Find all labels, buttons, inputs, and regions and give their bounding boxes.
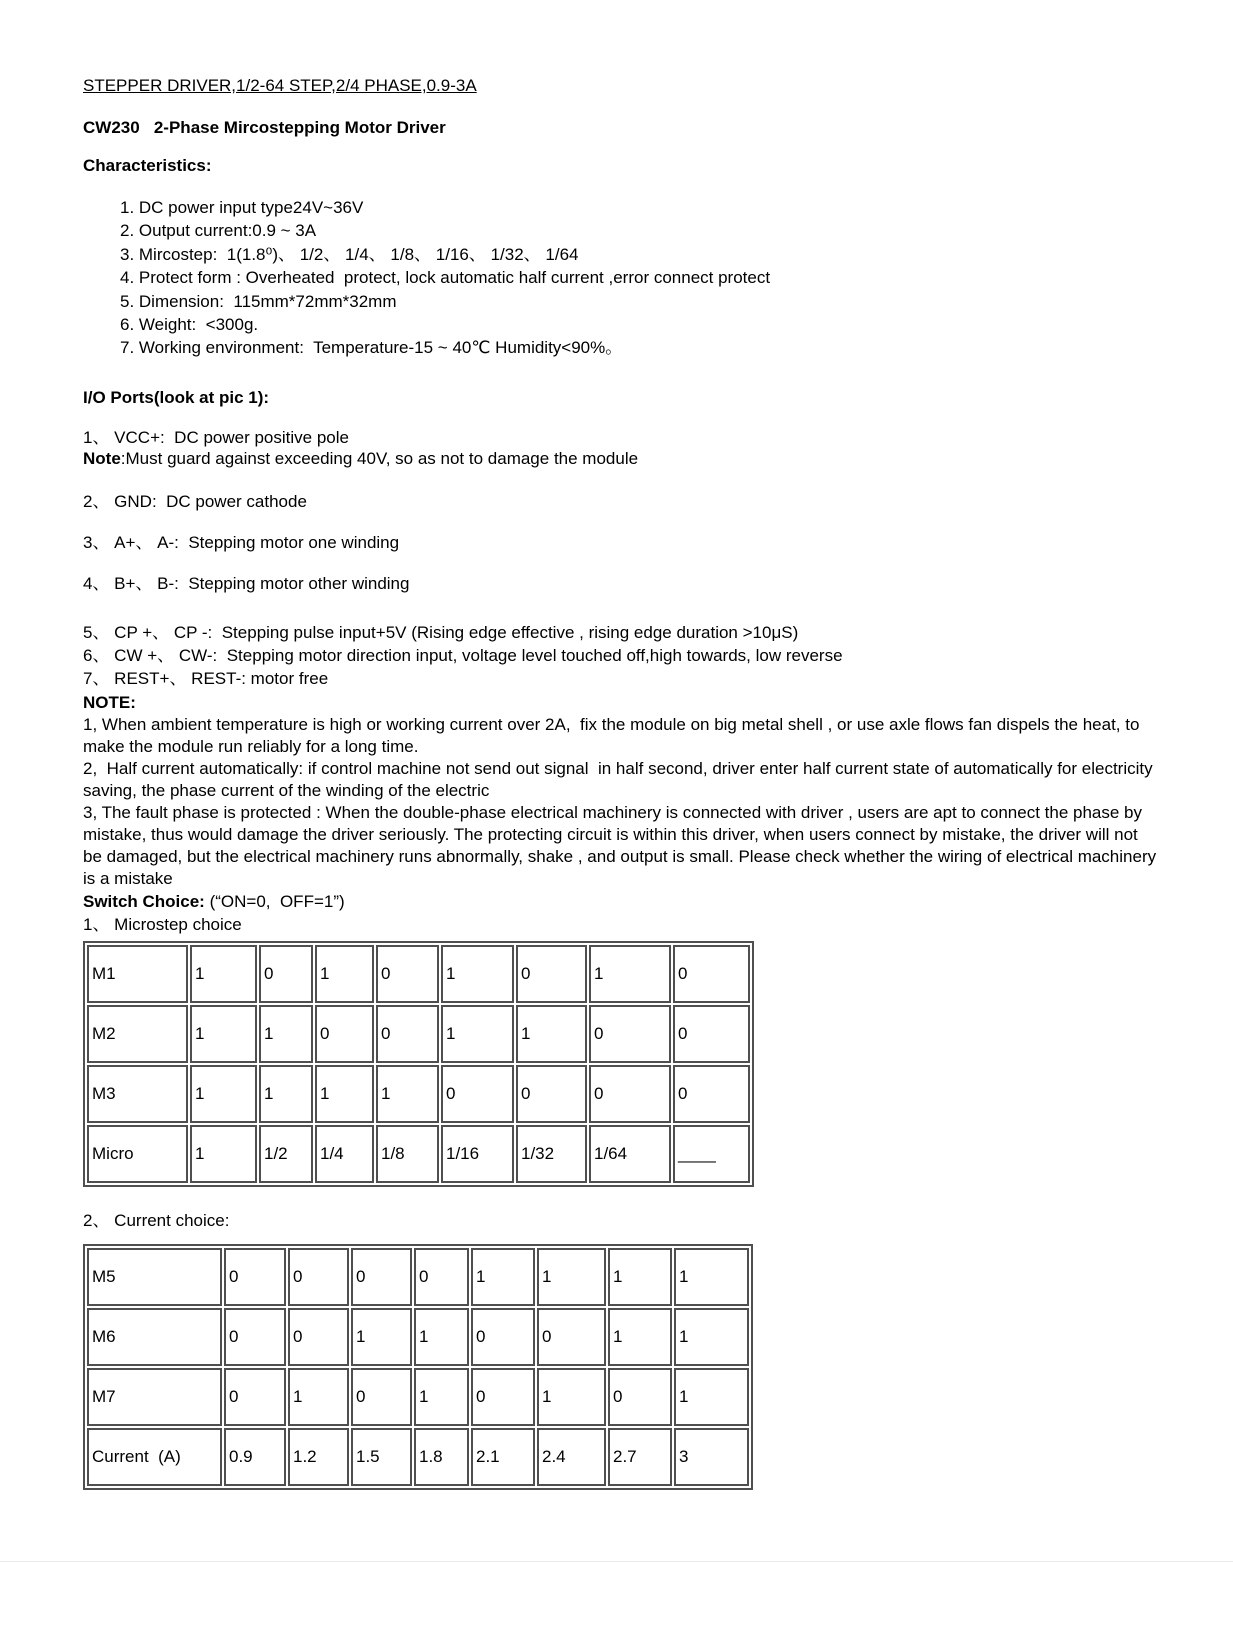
value-cell: 0 (376, 1005, 439, 1063)
value-cell: 1 (414, 1308, 469, 1366)
value-cell: 0.9 (224, 1428, 286, 1486)
io-item-rest: 7、 REST+、 REST-: motor free (83, 669, 329, 689)
value-cell: 1 (315, 945, 374, 1003)
value-cell: 0 (288, 1308, 349, 1366)
list-item: 2. Output current:0.9 ~ 3A (120, 221, 317, 241)
switch-choice-line (83, 890, 1233, 913)
value-cell: 0 (414, 1248, 469, 1306)
value-cell: 0 (351, 1368, 412, 1426)
value-cell: 1 (674, 1248, 749, 1306)
value-cell: 1.2 (288, 1428, 349, 1486)
list-item: 5. Dimension: 115mm*72mm*32mm (120, 291, 397, 311)
value-cell: 0 (589, 1065, 671, 1123)
io-items-group (83, 621, 1233, 714)
value-cell: 1.8 (414, 1428, 469, 1486)
row-label-cell: M7 (87, 1368, 222, 1426)
document-title: STEPPER DRIVER,1/2-64 STEP,2/4 PHASE,0.9-3A (83, 76, 477, 95)
row-label-cell: M2 (87, 1005, 188, 1063)
value-cell: 1 (441, 945, 514, 1003)
list-item: 1. DC power input type24V~36V (120, 198, 364, 217)
value-cell: 0 (516, 945, 587, 1003)
value-cell: 0 (441, 1065, 514, 1123)
io-note-line (83, 448, 1233, 470)
io-item-cw: 6、 CW +、 CW-: Stepping motor direction input, voltage level touched off,high towards, low reverse (83, 646, 843, 666)
value-cell: 1 (674, 1368, 749, 1426)
value-cell: 0 (224, 1308, 286, 1366)
value-cell: 3 (674, 1428, 749, 1486)
value-cell: 0 (673, 1005, 750, 1063)
value-cell: 1/2 (259, 1125, 313, 1183)
value-cell: 1 (516, 1005, 587, 1063)
value-cell: 1.5 (351, 1428, 412, 1486)
value-cell: 1 (537, 1248, 606, 1306)
table-row (87, 1125, 750, 1183)
list-item: 6. Weight: <300g. (120, 315, 259, 335)
row-label-cell: M5 (87, 1248, 222, 1306)
value-cell: 0 (673, 945, 750, 1003)
value-cell: 1/4 (315, 1125, 374, 1183)
value-cell: 2.4 (537, 1428, 606, 1486)
value-cell: 0 (471, 1308, 535, 1366)
page-break-line (0, 1561, 1233, 1562)
value-cell: 0 (224, 1368, 286, 1426)
value-cell: 1 (674, 1308, 749, 1366)
value-cell: 1/32 (516, 1125, 587, 1183)
value-cell: 1 (537, 1368, 606, 1426)
table-row (87, 1005, 750, 1063)
note-text: :Must guard against exceeding 40V, so as not to damage the module (120, 449, 639, 469)
table-row (87, 1248, 749, 1306)
row-label-cell: M3 (87, 1065, 188, 1123)
value-cell: 0 (589, 1005, 671, 1063)
list-item: 7. Working environment: Temperature-15 ~ 40℃ Humidity<90%。 (120, 338, 623, 358)
value-cell: 1 (259, 1005, 313, 1063)
note-paragraph: 1, When ambient temperature is high or working current over 2A, fix the module on big metal shell , or use axle flows fan dispels the heat, to make the module run reliably for a long time. (83, 714, 1145, 756)
notes-section (83, 714, 1161, 890)
characteristics-list (120, 196, 1233, 360)
microstep-table (83, 941, 754, 1187)
row-label-cell: Current (A) (87, 1428, 222, 1486)
value-cell: 0 (376, 945, 439, 1003)
value-cell: 1 (315, 1065, 374, 1123)
value-cell: 1/64 (589, 1125, 671, 1183)
notes-heading: NOTE: (83, 692, 136, 712)
table-row (87, 1308, 749, 1366)
note-paragraph: 2, Half current automatically: if control machine not send out signal in half second, driver enter half current state of automatically for electricity saving, the phase current of the winding of the electric (83, 758, 1158, 800)
value-cell: 1 (376, 1065, 439, 1123)
value-cell: 1 (190, 945, 257, 1003)
value-cell: 1/8 (376, 1125, 439, 1183)
value-cell: 1 (190, 1005, 257, 1063)
value-cell: 1 (288, 1368, 349, 1426)
value-cell: 1 (589, 945, 671, 1003)
table-row (87, 1428, 749, 1486)
value-cell: 1/16 (441, 1125, 514, 1183)
value-cell: 0 (471, 1368, 535, 1426)
row-label-cell: Micro (87, 1125, 188, 1183)
value-cell: 2.7 (608, 1428, 672, 1486)
value-cell: 1 (351, 1308, 412, 1366)
value-cell: 0 (608, 1368, 672, 1426)
product-heading: CW230 2-Phase Mircostepping Motor Driver (83, 118, 446, 137)
value-cell: 0 (288, 1248, 349, 1306)
row-label-cell: M6 (87, 1308, 222, 1366)
value-cell: 0 (259, 945, 313, 1003)
row-label-cell: M1 (87, 945, 188, 1003)
value-cell: 0 (224, 1248, 286, 1306)
value-cell: 0 (315, 1005, 374, 1063)
value-cell: ____ (673, 1125, 750, 1183)
list-item: 3. Mircostep: 1(1.8⁰)、 1/2、 1/4、 1/8、 1/16、 1/32、 1/64 (120, 244, 579, 264)
value-cell: 1 (441, 1005, 514, 1063)
current-table (83, 1244, 753, 1490)
value-cell: 1 (471, 1248, 535, 1306)
table-row (87, 1368, 749, 1426)
value-cell: 1 (608, 1308, 672, 1366)
microstep-choice-heading: 1、 Microstep choice (83, 914, 242, 934)
io-item-a-winding: 3、 A+、 A-: Stepping motor one winding (83, 532, 400, 552)
list-item: 4. Protect form : Overheated protect, lock automatic half current ,error connect protect (120, 268, 771, 288)
io-item-b-winding: 4、 B+、 B-: Stepping motor other winding (83, 573, 410, 593)
note-paragraph: 3, The fault phase is protected : When the double-phase electrical machinery is connected with driver , users are apt to connect the phase by mistake, thus would damage the driver seriously. The protecting circuit is within this driver, when users connect by mistake, the driver will not be damaged, but the electrical machinery runs abnormally, shake , and output is small. Please check whether the wiring of electrical machinery is a mistake (83, 802, 1161, 888)
value-cell: 0 (673, 1065, 750, 1123)
value-cell: 2.1 (471, 1428, 535, 1486)
current-choice-heading: 2、 Current choice: (83, 1210, 230, 1230)
value-cell: 0 (516, 1065, 587, 1123)
io-item-cp: 5、 CP +、 CP -: Stepping pulse input+5V (Rising edge effective , rising edge duration >10μS) (83, 622, 799, 642)
value-cell: 1 (414, 1368, 469, 1426)
value-cell: 1 (190, 1125, 257, 1183)
table-row (87, 1065, 750, 1123)
note-label: Note (83, 449, 121, 469)
value-cell: 1 (190, 1065, 257, 1123)
io-ports-heading: I/O Ports(look at pic 1): (83, 387, 270, 407)
switch-choice-label: Switch Choice: (83, 891, 205, 911)
io-item-gnd: 2、 GND: DC power cathode (83, 491, 307, 511)
io-item-vcc: 1、 VCC+: DC power positive pole (83, 427, 349, 447)
value-cell: 0 (351, 1248, 412, 1306)
value-cell: 1 (259, 1065, 313, 1123)
value-cell: 1 (608, 1248, 672, 1306)
characteristics-heading: Characteristics: (83, 156, 212, 175)
table-row (87, 945, 750, 1003)
value-cell: 0 (537, 1308, 606, 1366)
switch-choice-text: (“ON=0, OFF=1”) (204, 891, 345, 911)
